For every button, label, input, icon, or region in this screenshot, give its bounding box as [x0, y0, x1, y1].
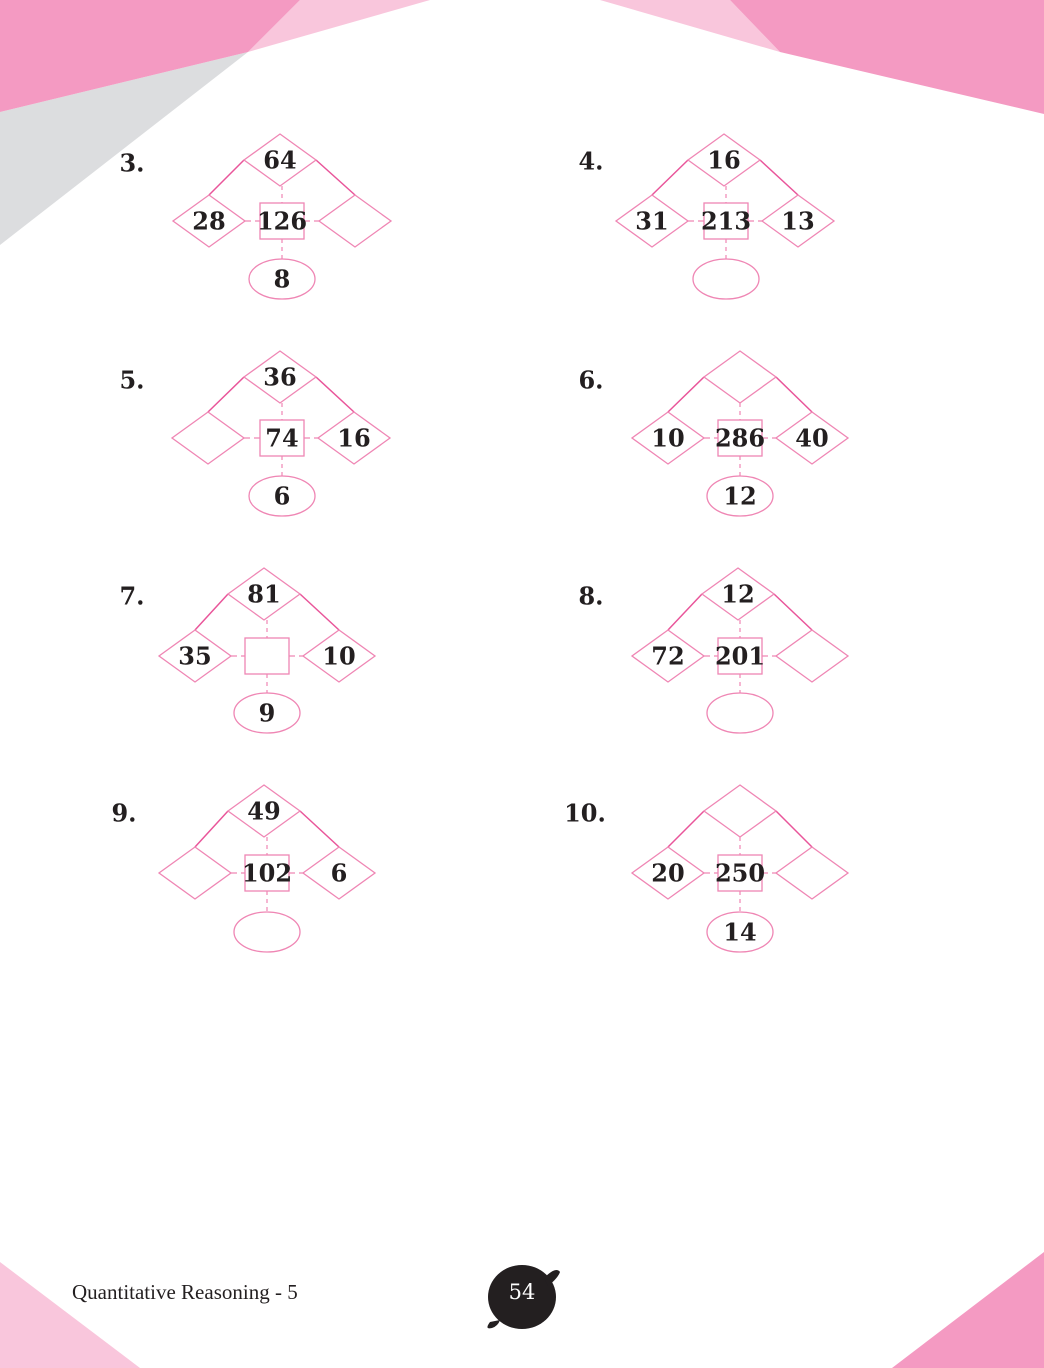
- connector-line-left: [208, 377, 244, 412]
- connector-line-left: [668, 377, 704, 412]
- top-value: 12: [721, 579, 755, 609]
- left-diamond: [159, 847, 231, 899]
- center-value: 74: [265, 423, 299, 453]
- puzzle-number-label: 9.: [111, 798, 137, 828]
- page-number-badge: [486, 1264, 562, 1330]
- bottom-value: 14: [723, 917, 757, 947]
- center-value: 286: [714, 423, 766, 453]
- puzzle-10: [564, 785, 848, 952]
- left-value: 20: [651, 858, 685, 888]
- connector-line-right: [300, 594, 339, 630]
- puzzle-number-label: 4.: [578, 146, 604, 176]
- connector-line-right: [774, 594, 812, 630]
- footer-book-title: Quantitative Reasoning - 5: [72, 1280, 298, 1304]
- bottom-value: 8: [273, 264, 291, 294]
- puzzle-number-label: 3.: [119, 148, 145, 178]
- puzzle-6: [578, 351, 848, 516]
- top-value: 16: [707, 145, 741, 175]
- puzzle-number-label: 6.: [578, 365, 604, 395]
- puzzle-9: [111, 785, 375, 952]
- left-value: 35: [178, 641, 212, 671]
- left-value: 31: [635, 206, 669, 236]
- top-diamond: [704, 785, 776, 837]
- connector-line-right: [316, 160, 355, 195]
- right-value: 40: [795, 423, 829, 453]
- right-value: 16: [337, 423, 371, 453]
- puzzle-4: [578, 134, 834, 299]
- puzzle-number-label: 10.: [564, 798, 606, 828]
- connector-line-left: [652, 160, 688, 195]
- right-value: 6: [330, 858, 348, 888]
- puzzle-number-label: 8.: [578, 581, 604, 611]
- center-value: 102: [241, 858, 293, 888]
- connector-line-right: [776, 377, 812, 412]
- top-value: 81: [247, 579, 281, 609]
- bottom-oval: [234, 912, 300, 952]
- connector-line-left: [668, 811, 704, 847]
- bottom-value: 12: [723, 481, 757, 511]
- page-number: 54: [508, 1280, 536, 1304]
- bottom-oval: [707, 693, 773, 733]
- puzzle-8: [578, 568, 848, 733]
- bottom-value: 6: [273, 481, 291, 511]
- connector-line-right: [760, 160, 798, 195]
- top-diamond: [704, 351, 776, 403]
- top-value: 49: [247, 796, 281, 826]
- center-box: [245, 638, 289, 674]
- right-diamond: [776, 630, 848, 682]
- right-diamond: [319, 195, 391, 247]
- connector-line-left: [195, 811, 228, 847]
- right-diamond: [776, 847, 848, 899]
- center-value: 250: [714, 858, 766, 888]
- top-value: 64: [263, 145, 297, 175]
- left-value: 10: [651, 423, 685, 453]
- connector-line-left: [668, 594, 702, 630]
- center-value: 126: [256, 206, 308, 236]
- puzzle-5: [119, 351, 390, 516]
- left-diamond: [172, 412, 244, 464]
- connector-line-left: [209, 160, 244, 195]
- right-value: 10: [322, 641, 356, 671]
- center-value: 213: [700, 206, 752, 236]
- connector-line-left: [195, 594, 228, 630]
- right-value: 13: [781, 206, 815, 236]
- center-value: 201: [714, 641, 766, 671]
- puzzle-number-label: 7.: [119, 581, 145, 611]
- bottom-oval: [693, 259, 759, 299]
- connector-line-right: [776, 811, 812, 847]
- puzzle-7: [119, 568, 375, 733]
- bottom-value: 9: [258, 698, 276, 728]
- left-value: 28: [192, 206, 226, 236]
- connector-line-right: [316, 377, 354, 412]
- connector-line-right: [300, 811, 339, 847]
- top-value: 36: [263, 362, 297, 392]
- puzzle-3: [119, 134, 391, 299]
- left-value: 72: [651, 641, 685, 671]
- puzzle-number-label: 5.: [119, 365, 145, 395]
